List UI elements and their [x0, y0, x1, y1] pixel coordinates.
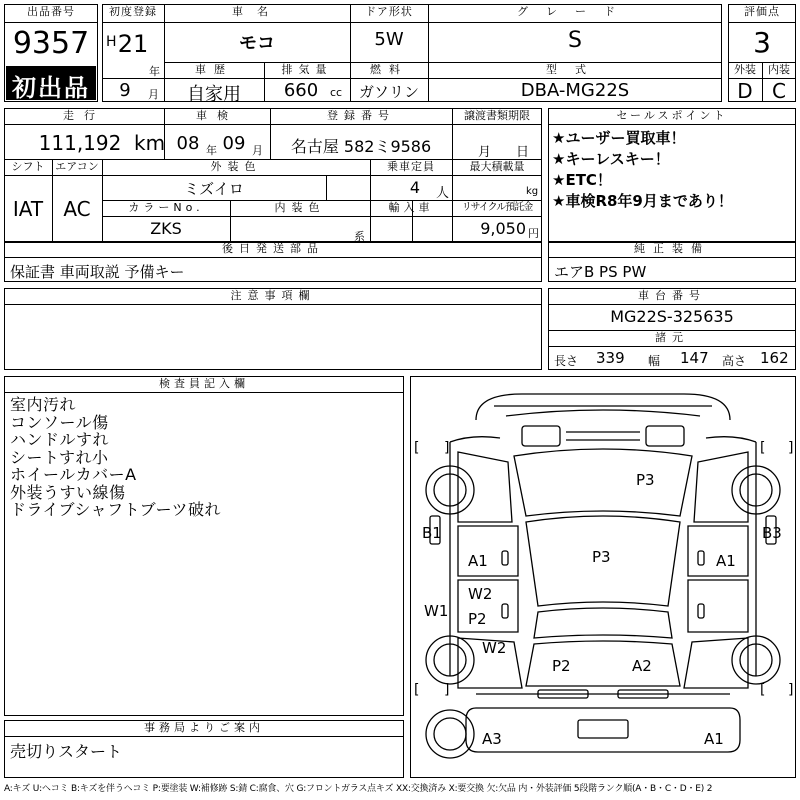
later-parts: 保証書 車両取説 予備キー: [10, 263, 185, 281]
mark-a1-left: A1: [468, 552, 488, 570]
max-load-label: 最大積載量: [469, 160, 525, 173]
bracket-right-top: [: [760, 440, 766, 456]
interior-label: 内装: [768, 63, 790, 76]
office-label: 事務局よりご案内: [144, 721, 264, 734]
bracket-right-top-close: ]: [788, 440, 794, 456]
sales-point-item: ★ユーザー買取車！: [552, 129, 686, 147]
mark-a2: A2: [632, 657, 652, 675]
exterior-score: D: [737, 79, 753, 103]
first-reg-year: 21: [117, 30, 149, 58]
mileage: 111,192: [38, 131, 122, 155]
mark-p3-roof: P3: [592, 548, 611, 566]
mark-p3-hood: P3: [636, 471, 655, 489]
inspector-note: 外装うすい線傷: [10, 482, 126, 502]
width: 147: [680, 349, 709, 367]
aircon: AC: [63, 197, 91, 221]
score-label: 評価点: [744, 5, 780, 18]
width-label: 幅: [648, 354, 661, 368]
mark-p2-door: P2: [468, 610, 487, 628]
damage-code-legend: A:キズ U:ヘコミ B:キズを伴うヘコミ P:要塗装 W:補修跡 S:錆 C:腐食、穴 G:フロントガラス点キズ XX:交換済み X:要交換 欠:欠品 内・外装評価 5段階ランク順(A・B・C・D・E) 2: [4, 784, 713, 794]
color-no: ZKS: [150, 219, 182, 238]
lot-label: 出品番号: [27, 5, 75, 18]
insp-year: 08: [176, 133, 200, 154]
car-name-label: 車名: [232, 5, 282, 18]
sales-point-item: ★キーレスキー！: [552, 150, 670, 168]
car-name: モコ: [239, 33, 275, 54]
transfer-day-unit: 日: [516, 145, 530, 160]
recycle-unit: 円: [528, 227, 539, 240]
score: 3: [753, 26, 771, 59]
sales-point-item: ★ETC！: [552, 171, 612, 189]
first-reg-month: 9: [119, 80, 131, 101]
height-label: 高さ: [722, 354, 747, 368]
bracket-left-bottom-close: ]: [444, 682, 450, 698]
capacity: 4: [409, 178, 421, 197]
mark-w2-upper: W2: [468, 585, 493, 603]
fuel: ガソリン: [358, 83, 419, 101]
mark-p2-rear: P2: [552, 657, 571, 675]
model-code-label: 型式: [546, 63, 604, 76]
bracket-right-bottom: [: [760, 682, 766, 698]
interior-score: C: [772, 79, 786, 103]
load-unit: kg: [526, 186, 539, 197]
month-unit: 月: [148, 88, 159, 101]
later-parts-label: 後日発送部品: [222, 242, 324, 255]
ext-color-label: 外装色: [210, 160, 262, 173]
chassis-no: MG22S-325635: [610, 307, 734, 326]
bracket-right-bottom-close: ]: [788, 682, 794, 698]
mark-w1: W1: [424, 602, 449, 620]
mileage-unit: km: [134, 131, 166, 155]
bracket-left-top: [: [414, 440, 420, 456]
lot-number: 9357: [12, 26, 90, 61]
length-label: 長さ: [554, 354, 579, 368]
inspector-note: ハンドルすれ: [10, 430, 110, 449]
transfer-month-unit: 月: [478, 145, 492, 160]
sales-point-item: ★車検R8年9月まであり！: [552, 192, 733, 210]
capacity-label: 乗車定員: [387, 160, 435, 173]
car-body-diagram: [410, 376, 796, 778]
bracket-left-top-close: ]: [444, 440, 450, 456]
insp-month: 09: [222, 133, 246, 154]
exterior-label: 外装: [734, 63, 756, 76]
history: 自家用: [187, 84, 241, 105]
grade-label: グレード: [517, 5, 633, 18]
displacement: 660: [283, 80, 319, 101]
aircon-label: エアコン: [55, 160, 99, 173]
sales-point-label: セールスポイント: [616, 109, 728, 122]
insp-month-unit: 月: [252, 144, 263, 157]
standard-equip: エアB PS PW: [554, 263, 647, 281]
notes-label: 注意事項欄: [230, 289, 316, 302]
mark-a1-right: A1: [716, 552, 736, 570]
shift-label: シフト: [11, 160, 45, 173]
inspector-note: 室内汚れ: [10, 395, 77, 414]
displacement-unit: cc: [330, 86, 343, 99]
int-color-label: 内装色: [274, 201, 326, 214]
height: 162: [760, 349, 789, 367]
year-unit: 年: [149, 65, 160, 78]
standard-equip-label: 純正装備: [634, 242, 710, 255]
inspector-note: ホイールカバーA: [10, 465, 137, 484]
grade: S: [568, 28, 582, 53]
mark-b1: B1: [422, 524, 442, 542]
import-label: 輸入車: [388, 201, 434, 214]
recycle-label: リサイクル預託金: [461, 202, 533, 213]
mark-a1-bumper: A1: [704, 730, 724, 748]
inspector-label: 検査員記入欄: [159, 377, 249, 390]
inspector-note: シートすれ小: [10, 447, 109, 467]
shift: IAT: [12, 197, 44, 221]
reg-no-label: 登録番号: [327, 109, 395, 122]
inspector-note: コンソール傷: [10, 412, 109, 432]
mark-a3: A3: [482, 730, 502, 748]
insp-year-unit: 年: [206, 144, 217, 157]
mileage-label: 走行: [63, 109, 105, 122]
chassis-label: 車台番号: [638, 289, 706, 302]
length: 339: [596, 349, 625, 367]
inspection-label: 車検: [196, 109, 238, 122]
inspector-notes-list: [10, 396, 400, 519]
fuel-label: 燃料: [370, 63, 408, 76]
first-reg-label: 初度登録: [109, 5, 157, 18]
door-label: ドア形状: [365, 5, 413, 18]
specs-label: 諸元: [655, 331, 689, 344]
mark-b3: B3: [762, 524, 782, 542]
history-label: 車歴: [195, 63, 233, 76]
mark-w2-lower: W2: [482, 639, 507, 657]
door-type: 5W: [374, 29, 404, 50]
transfer-label: 譲渡書類期限: [464, 109, 530, 122]
bracket-left-bottom: [: [414, 682, 420, 698]
recycle-fee: 9,050: [480, 219, 526, 238]
sales-point-list: [552, 128, 792, 212]
color-no-label: カラーNo.: [128, 201, 204, 214]
office-notes: 売切りスタート: [10, 742, 123, 761]
era: H: [106, 34, 117, 50]
inspector-note: ドライブシャフトブーツ破れ: [10, 500, 221, 519]
model-code: DBA-MG22S: [520, 80, 630, 101]
first-listing-text: 初出品: [12, 74, 90, 102]
capacity-unit: 人: [436, 186, 450, 201]
reg-no: 名古屋 582ミ9586: [290, 137, 432, 156]
displacement-label: 排気量: [281, 63, 333, 76]
ext-color: ミズイロ: [184, 180, 244, 198]
int-color-unit: 系: [354, 230, 365, 243]
